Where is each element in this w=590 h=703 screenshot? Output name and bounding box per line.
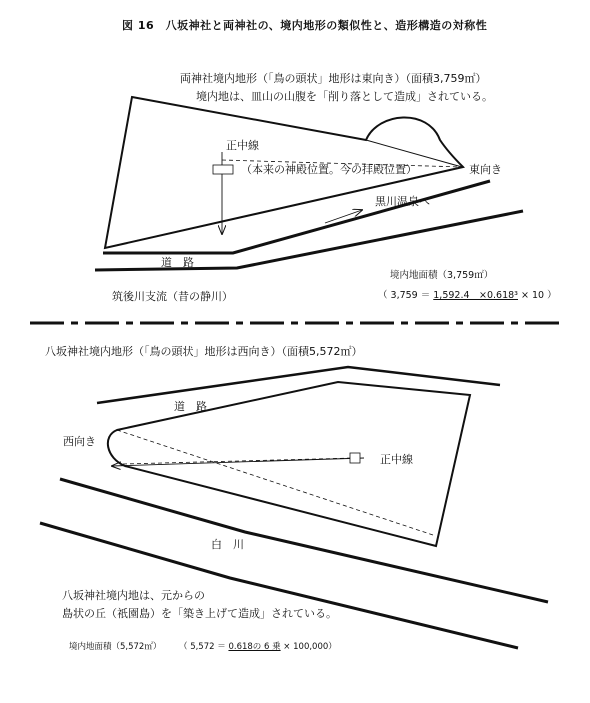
figure-title: 図 16 八坂神社と両神社の、境内地形の類似性と、造形構造の対称性 <box>122 19 488 32</box>
lower-formula-suffix: × 100,000） <box>280 642 337 652</box>
upper-center-line-label: 正中線 <box>226 139 259 152</box>
upper-east-label: 東向き <box>469 163 502 176</box>
upper-road-label: 道 路 <box>161 256 194 269</box>
lower-dashed-line-a <box>117 430 433 535</box>
upper-area-label: 境内地面積（3,759㎡） <box>390 270 494 281</box>
lower-formula-prefix: （ 5,572 ＝ <box>179 642 229 652</box>
lower-shrine-marker <box>350 453 360 463</box>
lower-river-line-top <box>60 479 548 602</box>
lower-river-line-bottom <box>40 523 518 648</box>
upper-diagram <box>95 97 523 270</box>
lower-river-label: 白 川 <box>211 538 244 551</box>
lower-area-formula <box>179 643 337 652</box>
upper-road-line-bottom <box>95 211 523 270</box>
upper-river-label: 筑後川支流（昔の静川） <box>112 290 233 303</box>
lower-heading: 八坂神社境内地形（「鳥の頭状」地形は西向き）（面積5,572㎡） <box>45 345 363 358</box>
lower-formula-underlined: 0.618の 6 乗 <box>228 642 281 652</box>
lower-note-line2: 島状の丘（祇園島）を「築き上げて造成」されている。 <box>62 607 337 620</box>
upper-shrine-marker <box>213 165 233 174</box>
lower-dashed-line-b <box>123 458 354 464</box>
lower-road-line <box>97 367 500 403</box>
upper-formula-underlined: 1,592.4 ×0.618³ <box>433 290 518 301</box>
lower-center-line <box>112 458 364 466</box>
lower-road-label: 道 路 <box>174 400 207 413</box>
upper-area-formula <box>378 291 557 301</box>
upper-road-line-top <box>103 181 490 253</box>
upper-shrine-position-label: （本来の神殿位置。今の拝殿位置） <box>241 163 417 176</box>
lower-diagram <box>40 367 548 648</box>
upper-formula-suffix: × 10 ） <box>518 290 557 301</box>
upper-formula-prefix: （ 3,759 ＝ <box>378 290 434 301</box>
lower-area-label: 境内地面積（5,572㎡） <box>69 642 162 652</box>
upper-onsen-label: 黒川温泉へ <box>375 195 430 208</box>
upper-heading-line1: 両神社境内地形（「鳥の頭状」地形は東向き）（面積3,759㎡） <box>180 72 487 85</box>
upper-heading-line2: 境内地は、皿山の山腹を「削り落として造成」されている。 <box>196 90 493 103</box>
lower-note-line1: 八坂神社境内地は、元からの <box>62 589 205 602</box>
lower-center-line-label: 正中線 <box>380 453 413 466</box>
lower-west-label: 西向き <box>63 435 96 448</box>
